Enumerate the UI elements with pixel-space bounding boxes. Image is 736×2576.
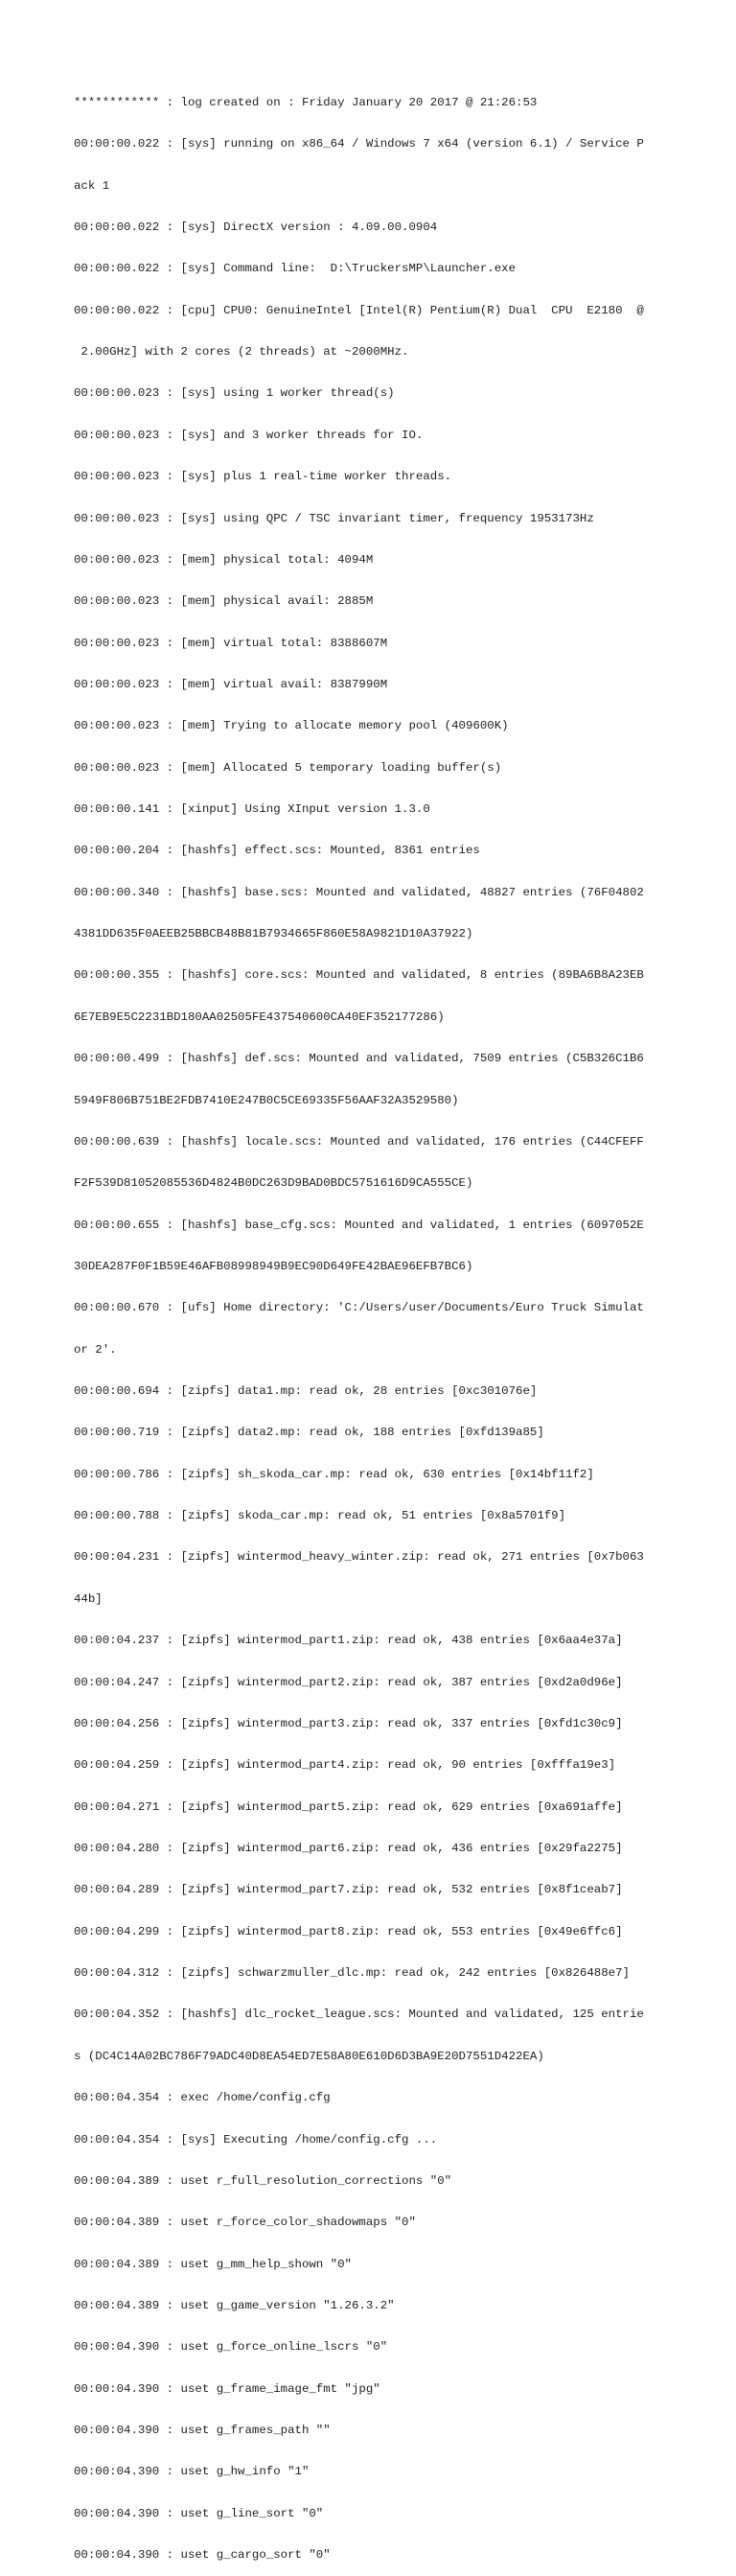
log-line: 2.00GHz] with 2 cores (2 threads) at ~2000MHz. <box>74 345 409 360</box>
log-line: 00:00:00.786 : [zipfs] sh_skoda_car.mp: read ok, 630 entries [0x14bf11f2] <box>74 1467 594 1481</box>
log-line: 00:00:04.354 : [sys] Executing /home/config.cfg ... <box>74 2132 438 2147</box>
log-line: 00:00:00.355 : [hashfs] core.scs: Mounted and validated, 8 entries (89BA6B8A23EB <box>74 968 644 983</box>
log-line: 00:00:04.231 : [zipfs] wintermod_heavy_winter.zip: read ok, 271 entries [0x7b063 <box>74 1550 644 1565</box>
log-line: 5949F806B751BE2FDB7410E247B0C5CE69335F56AAF32A3529580) <box>74 1093 459 1107</box>
log-line: 00:00:04.352 : [hashfs] dlc_rocket_league.scs: Mounted and validated, 125 entrie <box>74 2007 644 2022</box>
log-line: ack 1 <box>74 178 110 193</box>
log-line: 00:00:04.389 : uset g_mm_help_shown "0" <box>74 2257 352 2271</box>
log-line: 00:00:00.655 : [hashfs] base_cfg.scs: Mounted and validated, 1 entries (6097052E <box>74 1218 644 1232</box>
log-line: 00:00:04.271 : [zipfs] wintermod_part5.zip: read ok, 629 entries [0xa691affe] <box>74 1799 623 1814</box>
log-line: 00:00:00.023 : [mem] physical total: 4094M <box>74 552 374 567</box>
log-line: 00:00:04.259 : [zipfs] wintermod_part4.zip: read ok, 90 entries [0xfffa19e3] <box>74 1758 616 1773</box>
log-line: 00:00:04.280 : [zipfs] wintermod_part6.zip: read ok, 436 entries [0x29fa2275] <box>74 1842 623 1855</box>
log-line: 6E7EB9E5C2231BD180AA02505FE437540600CA40EF352177286) <box>74 1010 445 1024</box>
log-line: 00:00:00.023 : [mem] physical avail: 2885M <box>74 594 374 609</box>
log-line: s (DC4C14A02BC786F79ADC40D8EA54ED7E58A80E610D6D3BA9E20D7551D422EA) <box>74 2049 544 2063</box>
log-line: 00:00:04.390 : uset g_frames_path "" <box>74 2424 331 2438</box>
log-line: 00:00:00.023 : [mem] virtual avail: 8387990M <box>74 677 388 691</box>
log-line: 00:00:00.499 : [hashfs] def.scs: Mounted and validated, 7509 entries (C5B326C1B6 <box>74 1052 644 1066</box>
log-line: 00:00:04.289 : [zipfs] wintermod_part7.zip: read ok, 532 entries [0x8f1ceab7] <box>74 1883 623 1897</box>
log-line: 00:00:04.390 : uset g_frame_image_fmt "jpg" <box>74 2381 380 2396</box>
log-line: 00:00:00.022 : [sys] running on x86_64 / Windows 7 x64 (version 6.1) / Service P <box>74 137 644 151</box>
log-line: 00:00:04.237 : [zipfs] wintermod_part1.zip: read ok, 438 entries [0x6aa4e37a] <box>74 1634 623 1648</box>
log-line: 00:00:04.390 : uset g_hw_info "1" <box>74 2465 310 2479</box>
log-line: 00:00:04.299 : [zipfs] wintermod_part8.zip: read ok, 553 entries [0x49e6ffc6] <box>74 1924 623 1938</box>
log-line: 30DEA287F0F1B59E46AFB08998949B9EC90D649FE42BAE96EFB7BC6) <box>74 1259 473 1273</box>
log-line: 4381DD635F0AEEB25BBCB48B81B7934665F860E58A9821D10A37922) <box>74 927 473 941</box>
log-line: 00:00:00.022 : [sys] Command line: D:\TruckersMP\Launcher.exe <box>74 262 517 276</box>
log-line: 00:00:00.141 : [xinput] Using XInput version 1.3.0 <box>74 802 430 817</box>
log-line: 00:00:04.389 : uset r_force_color_shadowmaps "0" <box>74 2216 416 2230</box>
log-line: 00:00:04.354 : exec /home/config.cfg <box>74 2091 331 2105</box>
log-line: 00:00:04.389 : uset r_full_resolution_corrections "0" <box>74 2173 452 2188</box>
log-line: 00:00:00.204 : [hashfs] effect.scs: Mounted, 8361 entries <box>74 844 480 858</box>
log-text-block <box>74 68 668 2576</box>
log-line: 00:00:00.023 : [sys] using QPC / TSC invariant timer, frequency 1953173Hz <box>74 511 594 525</box>
log-line: 00:00:04.390 : uset g_force_online_lscrs "0" <box>74 2340 388 2355</box>
log-line: 00:00:00.022 : [cpu] CPU0: GenuineIntel [Intel(R) Pentium(R) Dual CPU E2180 @ <box>74 303 644 317</box>
log-line: 00:00:04.256 : [zipfs] wintermod_part3.zip: read ok, 337 entries [0xfd1c30c9] <box>74 1716 623 1730</box>
log-line: 00:00:00.340 : [hashfs] base.scs: Mounted and validated, 48827 entries (76F04802 <box>74 885 644 899</box>
log-line: 00:00:00.023 : [sys] and 3 worker threads for IO. <box>74 428 424 442</box>
log-line: or 2'. <box>74 1342 117 1357</box>
log-line: 00:00:00.788 : [zipfs] skoda_car.mp: read ok, 51 entries [0x8a5701f9] <box>74 1509 566 1523</box>
log-line: 00:00:00.023 : [mem] virtual total: 8388607M <box>74 636 388 650</box>
log-line: 00:00:00.023 : [mem] Allocated 5 temporary loading buffer(s) <box>74 760 502 775</box>
log-line: 00:00:00.023 : [mem] Trying to allocate memory pool (409600K) <box>74 719 509 733</box>
log-line: 44b] <box>74 1591 103 1606</box>
log-line: 00:00:00.639 : [hashfs] locale.scs: Mounted and validated, 176 entries (C44CFEFF <box>74 1134 644 1149</box>
log-line: 00:00:00.023 : [sys] plus 1 real-time worker threads. <box>74 470 452 484</box>
log-line: ************ : log created on : Friday January 20 2017 @ 21:26:53 <box>74 95 538 109</box>
log-line: 00:00:00.022 : [sys] DirectX version : 4.09.00.0904 <box>74 220 438 234</box>
log-line: 00:00:00.023 : [sys] using 1 worker thread(s) <box>74 386 395 401</box>
log-line: 00:00:00.694 : [zipfs] data1.mp: read ok, 28 entries [0xc301076e] <box>74 1384 538 1399</box>
log-line: 00:00:04.390 : uset g_line_sort "0" <box>74 2506 324 2520</box>
log-line: 00:00:04.390 : uset g_cargo_sort "0" <box>74 2548 331 2563</box>
log-line: 00:00:04.247 : [zipfs] wintermod_part2.zip: read ok, 387 entries [0xd2a0d96e] <box>74 1675 623 1689</box>
log-line: F2F539D81052085536D4824B0DC263D9BAD0BDC5751616D9CA555CE) <box>74 1176 473 1191</box>
log-line: 00:00:00.719 : [zipfs] data2.mp: read ok, 188 entries [0xfd139a85] <box>74 1426 544 1440</box>
log-line: 00:00:04.389 : uset g_game_version "1.26.3.2" <box>74 2298 395 2312</box>
log-line: 00:00:00.670 : [ufs] Home directory: 'C:/Users/user/Documents/Euro Truck Simulat <box>74 1301 644 1315</box>
log-line: 00:00:04.312 : [zipfs] schwarzmuller_dlc.mp: read ok, 242 entries [0x826488e7] <box>74 1966 630 1981</box>
